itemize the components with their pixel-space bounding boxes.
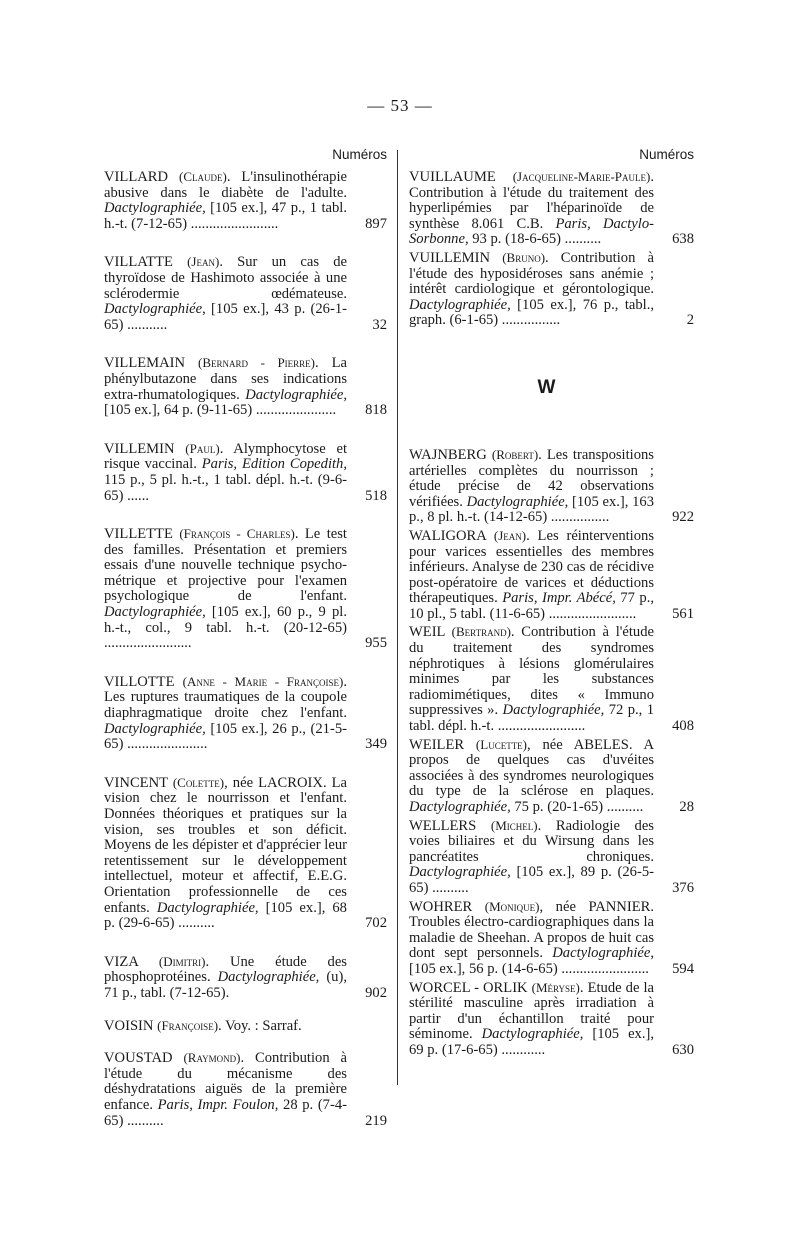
entry-details: [105 ex.], 60 p., 9 pl. h.-t., col., 9 tabl. h.-t. (20-12-65) ........................ xyxy=(104,604,347,652)
entry-text: . Contribution à l'étude des hyposidéroses sans anémie ; intérêt cardiologique et gérontologique. xyxy=(409,249,654,298)
entry-text: . La phénylbutazone dans ses indications extra-rhumatologiques. xyxy=(104,355,347,403)
entry-number: 518 xyxy=(365,487,387,504)
entry-publisher: Dactylographiée, xyxy=(466,493,569,510)
author-surname: WEIL xyxy=(409,624,445,641)
entry-number: 408 xyxy=(672,718,694,735)
author-surname: VUILLAUME xyxy=(409,169,496,185)
entry-details: 72 p., 1 tabl. dépl. h.-t. ........................ xyxy=(409,702,654,735)
column-header: Numéros xyxy=(332,147,387,162)
entry-text: , née LACROIX. La vision chez le nourrisson et l'enfant. Données théoriques et pratiques sur la vision, ses troubles et son déficit. Moyens de les dépister et d'apprécier leur retentissement sur le développement intellectuel, moteur et affectif, E.E.G. Orientation professionnelle de ces enfants. xyxy=(104,774,347,916)
entry-publisher: Dactylographiée, xyxy=(104,604,206,621)
letter-heading: W xyxy=(537,376,556,398)
entry-publisher: Paris, Impr. Foulon, xyxy=(157,1096,279,1113)
entry-text: . L'insulinothérapie abusive dans le diabète de l'adulte. xyxy=(104,169,347,201)
bibliography-entry xyxy=(104,169,387,232)
entry-number: 638 xyxy=(672,231,694,248)
entry-number: 561 xyxy=(672,605,694,622)
entry-number: 902 xyxy=(365,984,387,1001)
entry-details: [105 ex.], 43 p. (26-1-65) ........... xyxy=(104,301,347,333)
bibliography-entry xyxy=(104,674,387,753)
author-surname: VIZA xyxy=(104,953,139,970)
bibliography-entry xyxy=(409,980,694,1059)
author-given-name: (Françoise) xyxy=(157,1017,219,1033)
entry-publisher: Dactylographiée, xyxy=(104,301,206,318)
entry-text: , née ABELES. A propos de quelques cas d'uvéites associées à des syndromes neurologiques du type de la sclérose en plaques. xyxy=(409,736,654,800)
entry-number: 2 xyxy=(686,312,694,329)
author-given-name: (Robert) xyxy=(491,446,539,462)
entry-list xyxy=(409,447,694,1059)
entry-details: Sarraf. xyxy=(262,1017,302,1034)
entry-details: (u), 71 p., tabl. (7-12-65). xyxy=(104,969,347,1001)
entry-number: 955 xyxy=(365,635,387,652)
right-column xyxy=(409,147,694,1059)
entry-details: [105 ex.], 56 p. (14-6-65) ........................ xyxy=(409,960,649,977)
entry-text: . Voy. : xyxy=(218,1017,263,1034)
entry-text: , née PANNIER. Troubles électro-cardiographiques dans la maladie de Sheehan. A propos de huit cas dont sept personnels. xyxy=(409,898,654,962)
entry-details: [105 ex.], 89 p. (26-5-65) .......... xyxy=(409,864,654,896)
author-surname: WOHRER xyxy=(409,898,473,915)
entry-text: . Radiologie des voies biliaires et du Wirsung dans les pancréatites chroniques. xyxy=(409,817,654,865)
entry-text: . Les transpositions artérielles complètes du nourrisson ; étude précise de 42 observations vérifiées. xyxy=(409,446,654,510)
entry-details: 28 p. (7-4-65) .......... xyxy=(104,1096,347,1129)
entry-publisher: Dactylographiée, xyxy=(217,969,320,986)
entry-text: . Sur un cas de thyroïdose de Hashimoto associée à une sclérodermie œdémateuse. xyxy=(104,254,347,302)
bibliography-entry xyxy=(104,775,387,932)
entry-text: . Le test des familles. Présentation et premiers essais d'une nouvelle technique psycho-métrique et projective pour l'examen psychologique de l'enfant. xyxy=(104,526,347,605)
author-surname: VOISIN xyxy=(104,1017,154,1034)
author-surname: VILLARD xyxy=(104,169,169,185)
entry-list xyxy=(104,169,387,1129)
bibliography-entry xyxy=(409,250,694,329)
author-given-name: (Raymond) xyxy=(183,1050,241,1066)
entry-details: [105 ex.], 26 p., (21-5-65) ...................... xyxy=(104,720,347,753)
author-surname: VILLETTE xyxy=(104,526,173,543)
entry-details: 115 p., 5 pl. h.-t., 1 tabl. dépl. h.-t. (9-6-65) ...... xyxy=(104,471,347,504)
entry-number: 28 xyxy=(679,799,694,815)
bibliography-entry xyxy=(104,1050,387,1129)
column-header: Numéros xyxy=(639,147,694,162)
author-given-name: (Bertrand) xyxy=(451,624,511,640)
bibliography-entry xyxy=(409,899,694,978)
entry-number: 922 xyxy=(672,509,694,526)
entry-text: . Contribution à l'étude du traitement des hyperlipémies par l'héparinoïde de synthèse 8.061 C.B. xyxy=(409,169,654,232)
author-given-name: (Anne - Marie - Françoise) xyxy=(182,673,344,689)
entry-details: [105 ex.], 68 p. (29-6-65) .......... xyxy=(104,899,347,932)
author-given-name: (Méryse) xyxy=(531,979,580,995)
author-surname: VILLEMIN xyxy=(104,440,175,457)
entry-number: 376 xyxy=(672,879,694,896)
entry-text: . Alymphocytose et risque vaccinal. xyxy=(104,440,347,473)
author-surname: WELLERS xyxy=(409,817,477,834)
author-surname: VILLEMAIN xyxy=(104,355,186,372)
author-given-name: (Claude) xyxy=(179,169,227,184)
entry-details: 77 p., 10 pl., 5 tabl. (11-6-65) ........................ xyxy=(409,590,654,622)
author-surname: WAJNBERG xyxy=(409,446,487,463)
bibliography-entry xyxy=(104,254,387,333)
entry-publisher: Paris, Impr. Abécé, xyxy=(502,590,616,607)
author-given-name: (Dimitri) xyxy=(158,953,206,969)
entry-details: [105 ex.], 64 p. (9-11-65) ...................... xyxy=(104,402,337,419)
bibliography-entry xyxy=(409,528,694,623)
entry-text: . Contribution à l'étude du mécanisme des déshydratations aiguës de la première enfance. xyxy=(104,1050,347,1113)
author-surname: VILLATTE xyxy=(104,254,173,271)
entry-text: . Les ruptures traumatiques de la coupole diaphragmatique droite chez l'enfant. xyxy=(104,673,347,722)
author-given-name: (Lucette) xyxy=(475,736,528,752)
page-number: — 53 — xyxy=(367,96,433,115)
entry-publisher: Dactylographiée, xyxy=(409,864,511,881)
bibliography-entry xyxy=(104,954,387,1002)
author-given-name: (Bernard - Pierre) xyxy=(198,355,315,371)
author-given-name: (Jacqueline-Marie-Paule) xyxy=(512,169,651,184)
author-surname: VILLOTTE xyxy=(104,673,175,690)
entry-details: [105 ex.], 69 p. (17-6-65) ............ xyxy=(409,1026,654,1058)
author-given-name: (Michel) xyxy=(490,817,538,833)
bibliography-entry xyxy=(409,737,694,816)
author-surname: VINCENT xyxy=(104,774,168,791)
entry-publisher: Dactylographiée, xyxy=(409,799,511,815)
bibliography-entry xyxy=(104,441,387,504)
bibliography-entry xyxy=(104,355,387,418)
author-given-name: (Jean) xyxy=(493,527,527,543)
entry-text: . Les réinterventions pour varices essentielles des membres inférieurs. Analyse de 230 cas de récidive post-opératoire de varices et déductions thérapeutiques. xyxy=(409,527,654,607)
entry-number: 349 xyxy=(365,736,387,753)
column-divider xyxy=(397,150,398,1085)
entry-details: [105 ex.], 47 p., 1 tabl. h.-t. (7-12-65) ........................ xyxy=(104,200,347,232)
bibliography-entry xyxy=(409,818,694,897)
entry-details: 75 p. (20-1-65) .......... xyxy=(510,799,644,815)
author-given-name: (François - Charles) xyxy=(179,526,295,542)
entry-publisher: Dactylographiée, xyxy=(502,702,605,719)
author-given-name: (Jean) xyxy=(187,254,220,270)
entry-details: [105 ex.], 163 p., 8 pl. h.-t. (14-12-65) ................ xyxy=(409,493,654,526)
entry-publisher: Dactylographiée, xyxy=(104,200,206,217)
entry-text: . Etude de la stérilité masculine après irradiation à partir d'un échantillon traité pour séminome. xyxy=(409,979,654,1043)
left-column xyxy=(104,147,387,1129)
entry-publisher: Paris, Dactylo-Sorbonne, xyxy=(409,215,654,248)
bibliography-entry xyxy=(104,526,387,652)
entry-number: 32 xyxy=(372,316,387,333)
entry-publisher: Dactylographiée, xyxy=(409,296,511,313)
entry-details: 93 p. (18-6-65) .......... xyxy=(468,231,602,248)
author-surname: WALIGORA xyxy=(409,527,487,544)
bibliography-entry xyxy=(409,447,694,526)
entry-number: 219 xyxy=(365,1112,387,1129)
entry-number: 702 xyxy=(365,915,387,932)
entry-publisher: Paris, Edition Copedith, xyxy=(201,456,347,473)
author-given-name: (Colette) xyxy=(172,774,225,790)
entry-text: . Contribution à l'étude du traitement des syndromes néphrotiques à lésions glomérulaires minimes par les substances radiomimétiques, dites « Immuno suppressives ». xyxy=(409,624,655,719)
entry-publisher: Dactylographiée, xyxy=(481,1026,584,1043)
bibliography-entry xyxy=(104,1018,387,1035)
entry-publisher: Dactylographiée, xyxy=(245,386,347,403)
author-given-name: (Paul) xyxy=(185,440,220,456)
bibliography-entry xyxy=(409,169,694,248)
author-given-name: (Monique) xyxy=(484,898,540,914)
entry-number: 897 xyxy=(365,215,387,232)
author-surname: VUILLEMIN xyxy=(409,249,491,266)
entry-number: 594 xyxy=(672,960,694,977)
entry-publisher: Dactylographiée, xyxy=(552,945,654,962)
author-surname: WORCEL - ORLIK xyxy=(409,979,528,996)
entry-text: . Une étude des phosphoprotéines. xyxy=(104,953,347,986)
entry-number: 630 xyxy=(672,1041,694,1058)
entry-details: [105 ex.], 76 p., tabl., graph. (6-1-65) ................ xyxy=(409,296,654,329)
entry-list xyxy=(409,169,694,329)
author-surname: VOUSTAD xyxy=(104,1050,173,1067)
author-surname: WEILER xyxy=(409,736,465,753)
entry-publisher: Dactylographiée, xyxy=(104,720,206,737)
entry-publisher: Dactylographiée, xyxy=(156,899,259,916)
author-given-name: (Bruno) xyxy=(502,249,546,265)
entry-number: 818 xyxy=(365,402,387,419)
bibliography-entry xyxy=(409,624,694,734)
